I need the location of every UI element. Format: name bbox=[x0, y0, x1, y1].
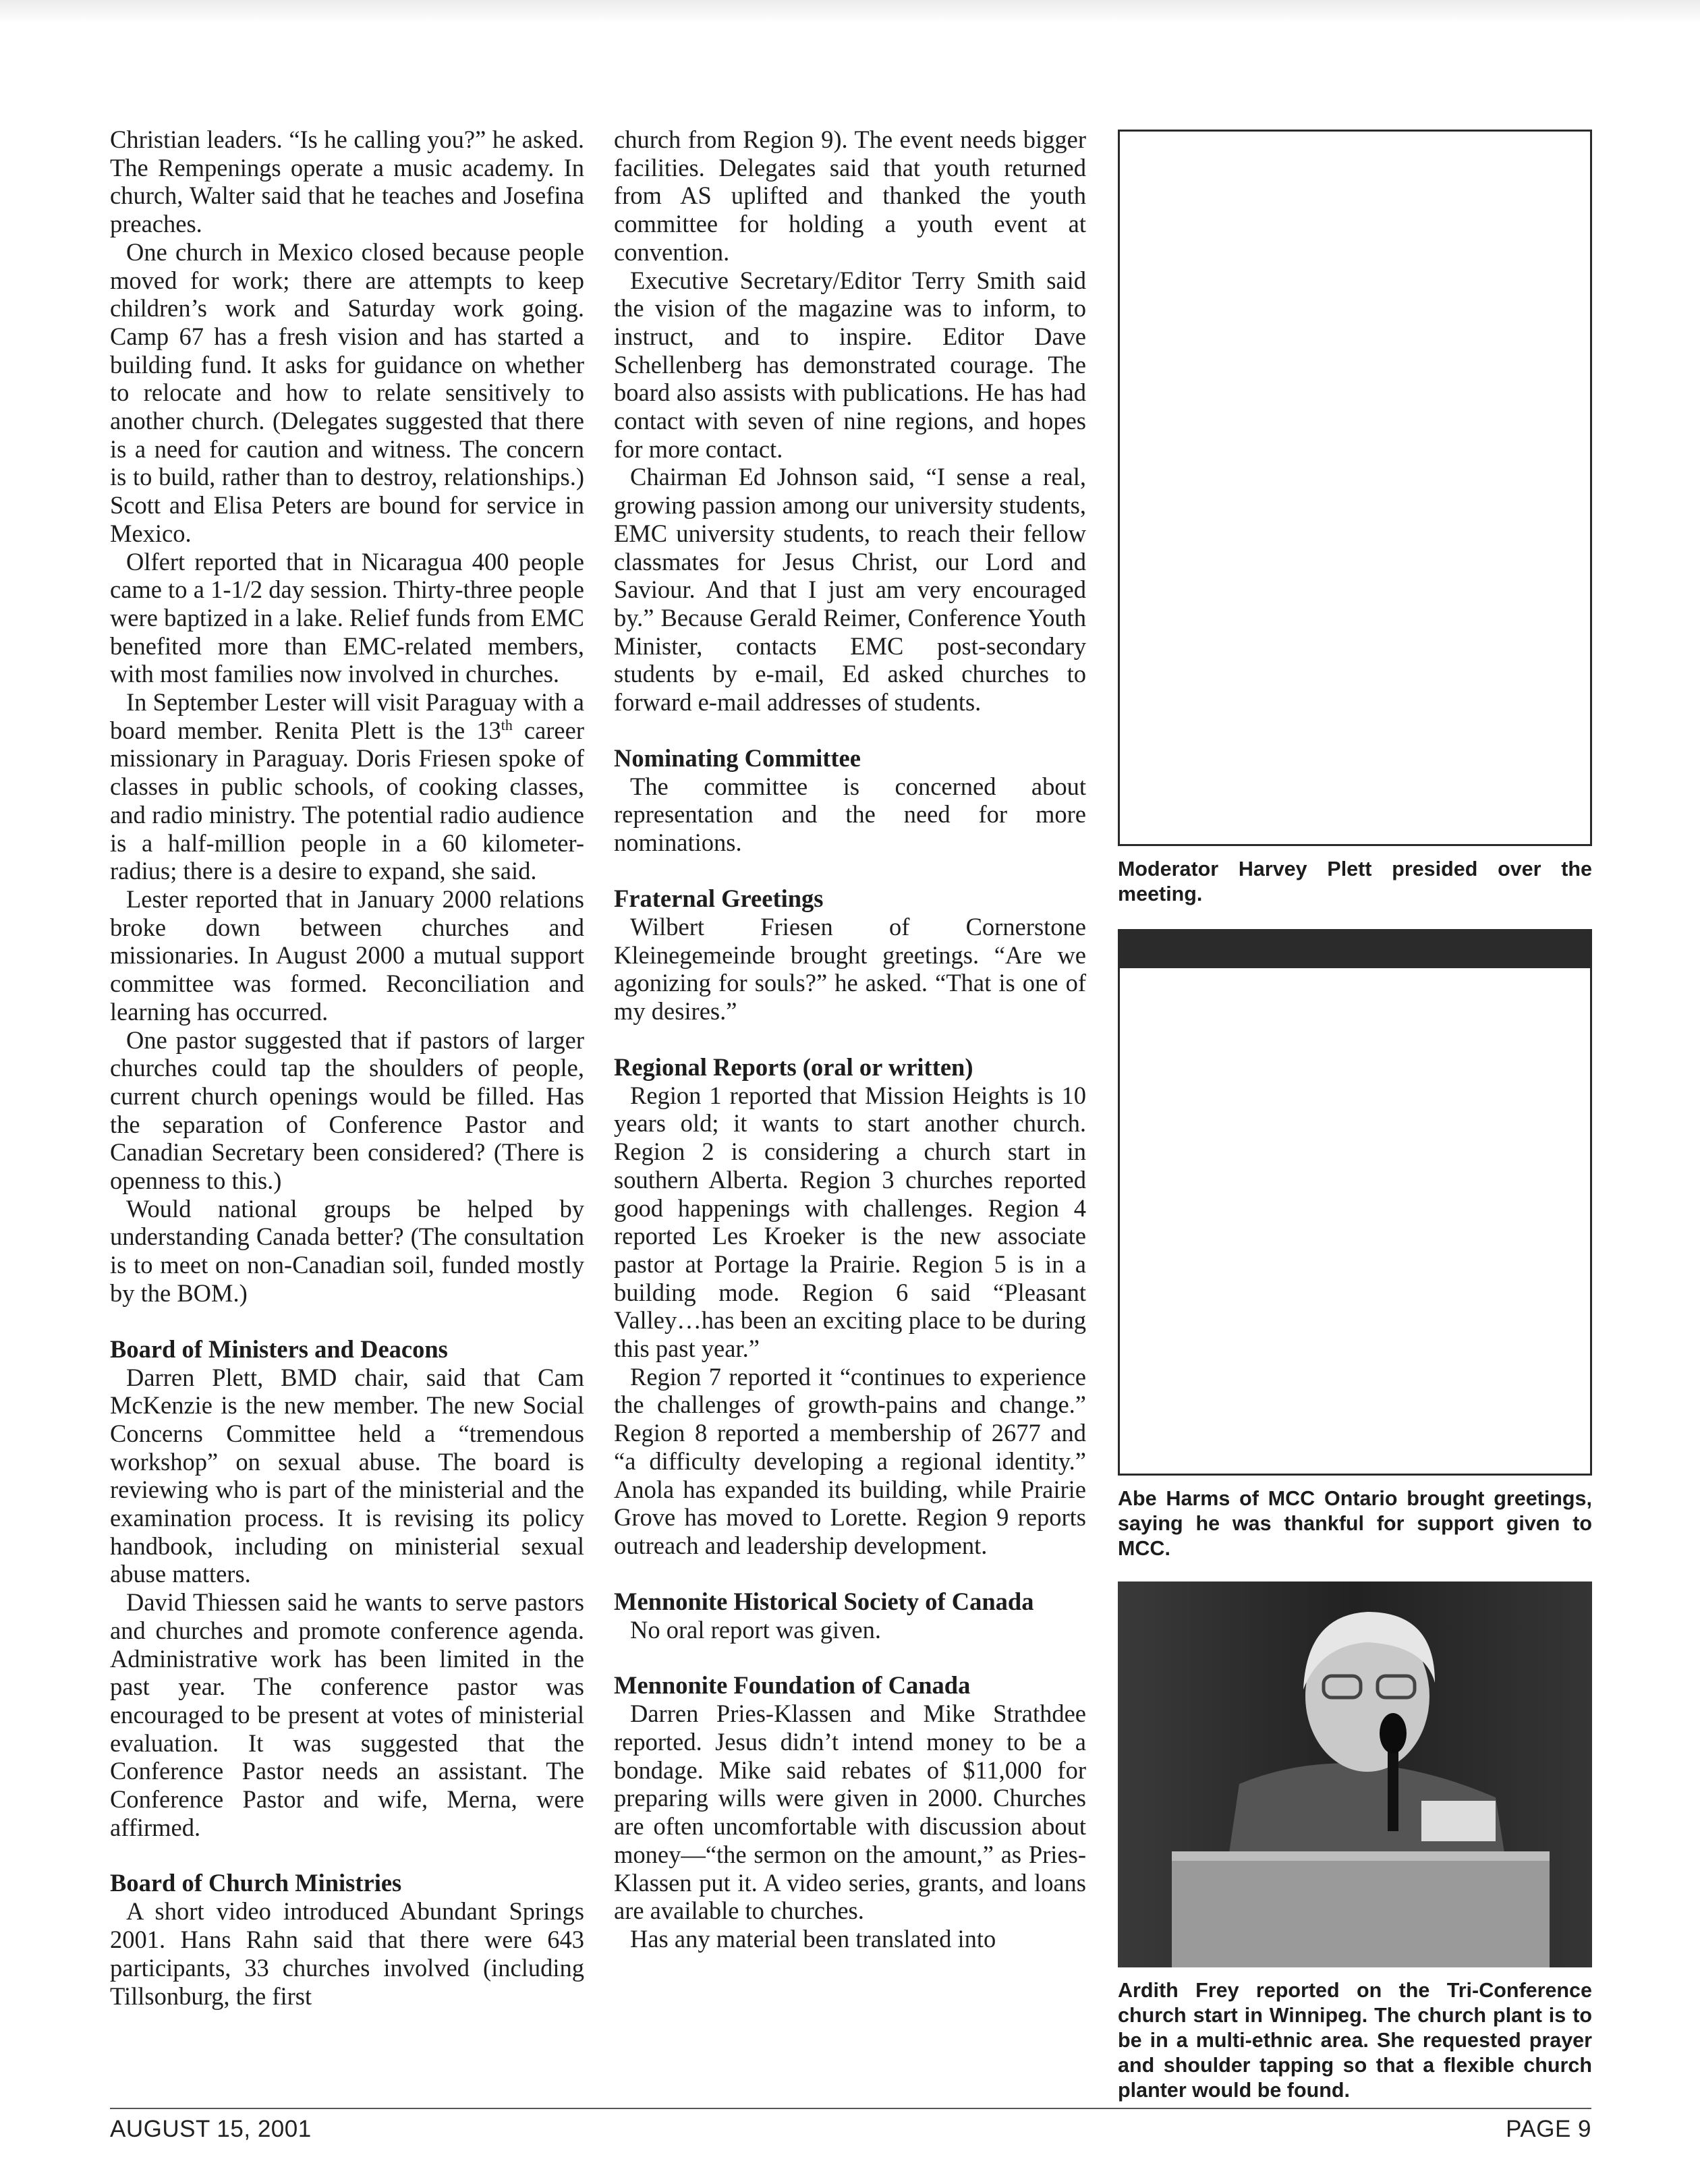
footer-date: AUGUST 15, 2001 bbox=[110, 2116, 312, 2142]
photo-caption-ardith-frey: Ardith Frey reported on the Tri-Conference church start in Winnipeg. The church plant is to be in a multi-ethnic area. She requested prayer and shoulder tapping so that a flexible church planter would be found. bbox=[1118, 1979, 1592, 2102]
left-column-paragraph: Lester reported that in January 2000 relations broke down between churches and missionaries. In August 2000 a mutual support committee was formed. Reconciliation and learning has occurred. bbox=[110, 885, 584, 1026]
photo-abe-harms bbox=[1118, 929, 1592, 1476]
article-column-middle bbox=[614, 125, 1086, 1953]
middle-column-paragraph: Darren Pries-Klassen and Mike Strathdee reported. Jesus didn’t intend money to be a bondage. Mike said rebates of $11,000 for preparing wills were given in 2000. Churches are often uncomfortable with discussion about money—“the sermon on the amount,” as Pries-Klassen put it. A video series, grants, and loans are available to churches. bbox=[614, 1700, 1086, 1925]
left-column-paragraph: David Thiessen said he wants to serve pastors and churches and promote conference agenda. Administrative work has been limited in the past year. The conference pastor was encouraged to be present at votes of ministerial evaluation. It was suggested that the Conference Pastor needs an assistant. The Conference Pastor and wife, Merna, were affirmed. bbox=[110, 1588, 584, 1841]
middle-column-paragraph: Has any material been translated into bbox=[630, 1924, 996, 1953]
left-column-paragraph: A short video introduced Abundant Springs 2001. Hans Rahn said that there were 643 participants, 33 churches involved (including Tillsonburg, the first bbox=[110, 1897, 584, 2010]
middle-column-paragraph: Region 1 reported that Mission Heights is 10 years old; it wants to start another church. Region 2 is considering a church start in southern Alberta. Region 3 churches reported good happenings with challenges. Region 4 reported Les Kroeker is the new associate pastor at Portage la Prairie. Region 5 is in a building mode. Region 6 said “Pleasant Valley…has been an exciting place to be during this past year.” bbox=[614, 1081, 1086, 1363]
left-column-paragraph: Would national groups be helped by understanding Canada better? (The consultation is to meet on non-Canadian soil, funded mostly by the BOM.) bbox=[110, 1194, 584, 1307]
left-column-paragraph: Darren Plett, BMD chair, said that Cam McKenzie is the new member. The new Social Concerns Committee held a “tremendous workshop” on sexual abuse. The board is reviewing who is part of the ministerial and the examination process. It is revising its policy handbook, including on ministerial sexual abuse matters. bbox=[110, 1363, 584, 1588]
middle-column-paragraph: Chairman Ed Johnson said, “I sense a real, growing passion among our university students, EMC university students, to reach their fellow classmates for Jesus Christ, our Lord and Saviour. And that I just am very encouraged by.” Because Gerald Reimer, Conference Youth Minister, contacts EMC post-secondary students by e-mail, Ed asked churches to forward e-mail addresses of students. bbox=[614, 463, 1086, 717]
left-column-paragraph: One church in Mexico closed because people moved for work; there are attempts to keep children’s work and Saturday work going. Camp 67 has a fresh vision and has started a building fund. It asks for guidance on whether to relocate and how to relate sensitively to another church. (Delegates suggested that there is a need for caution and witness. The concern is to build, rather than to destroy, relationships.) Scott and Elisa Peters are bound for service in Mexico. bbox=[110, 237, 584, 547]
middle-column-heading: Mennonite Foundation of Canada bbox=[614, 1671, 971, 1700]
article-column-left bbox=[110, 125, 584, 2010]
footer-rule bbox=[110, 2108, 1591, 2109]
middle-column-paragraph: Executive Secretary/Editor Terry Smith said the vision of the magazine was to inform, to instruct, and to inspire. Editor Dave Schellenberg has demonstrated courage. The board also assists with publications. He has had contact with seven of nine regions, and hopes for more contact. bbox=[614, 266, 1086, 463]
left-column-heading: Board of Ministers and Deacons bbox=[110, 1335, 448, 1363]
middle-column-paragraph: Wilbert Friesen of Cornerstone Kleinegemeinde brought greetings. “Are we agonizing for souls?” he asked. “That is one of my desires.” bbox=[614, 912, 1086, 1025]
left-column-paragraph: Olfert reported that in Nicaragua 400 people came to a 1-1/2 day session. Thirty-three people were baptized in a lake. Relief funds from EMC benefited more than EMC-related members, with most families now involved in churches. bbox=[110, 547, 584, 688]
middle-column-paragraph: church from Region 9). The event needs bigger facilities. Delegates said that youth returned from AS uplifted and thanked the youth committee for holding a youth event at convention. bbox=[614, 125, 1086, 266]
left-column-paragraph: In September Lester will visit Paraguay with a board member. Renita Plett is the 13th career missionary in Paraguay. Doris Friesen spoke of classes in public schools, of cooking classes, and radio ministry. The potential radio audience is a half-million people in a 60 kilometer-radius; there is a desire to expand, she said. bbox=[110, 688, 584, 885]
middle-column-heading: Fraternal Greetings bbox=[614, 884, 824, 912]
middle-column-paragraph: No oral report was given. bbox=[630, 1615, 881, 1644]
middle-column-heading: Regional Reports (oral or written) bbox=[614, 1053, 973, 1081]
scan-edge bbox=[0, 0, 1700, 23]
photo-moderator bbox=[1118, 130, 1592, 846]
footer-page-number: PAGE 9 bbox=[1506, 2116, 1591, 2142]
left-column-paragraph: One pastor suggested that if pastors of larger churches could tap the shoulders of people, current church openings would be filled. Has the separation of Conference Pastor and Canadian Secretary been considered? (There is openness to this.) bbox=[110, 1026, 584, 1195]
middle-column-paragraph: The committee is concerned about representation and the need for more nominations. bbox=[614, 772, 1086, 857]
photo-column bbox=[1118, 130, 1592, 2103]
photo-caption-abe-harms: Abe Harms of MCC Ontario brought greetings, saying he was thankful for support given to MCC. bbox=[1118, 1487, 1592, 1560]
left-column-paragraph: Christian leaders. “Is he calling you?” he asked. The Rempenings operate a music academy. In church, Walter said that he teaches and Josefina preaches. bbox=[110, 125, 584, 238]
speaker-photo-illustration bbox=[1118, 1581, 1592, 1967]
left-column-heading: Board of Church Ministries bbox=[110, 1869, 402, 1897]
middle-column-paragraph: Region 7 reported it “continues to experience the challenges of growth-pains and change.” Region 8 reported a membership of 2677 and “a difficulty developing a regional identity.” Anola has expanded its building, while Prairie Grove has moved to Lorette. Region 9 reports outreach and leadership development. bbox=[614, 1362, 1086, 1559]
middle-column-heading: Nominating Committee bbox=[614, 744, 861, 772]
photo-ardith-frey bbox=[1118, 1581, 1592, 1967]
middle-column-heading: Mennonite Historical Society of Canada bbox=[614, 1587, 1034, 1615]
photo-top-band bbox=[1120, 931, 1590, 968]
photo-caption-moderator: Moderator Harvey Plett presided over the meeting. bbox=[1118, 858, 1592, 905]
